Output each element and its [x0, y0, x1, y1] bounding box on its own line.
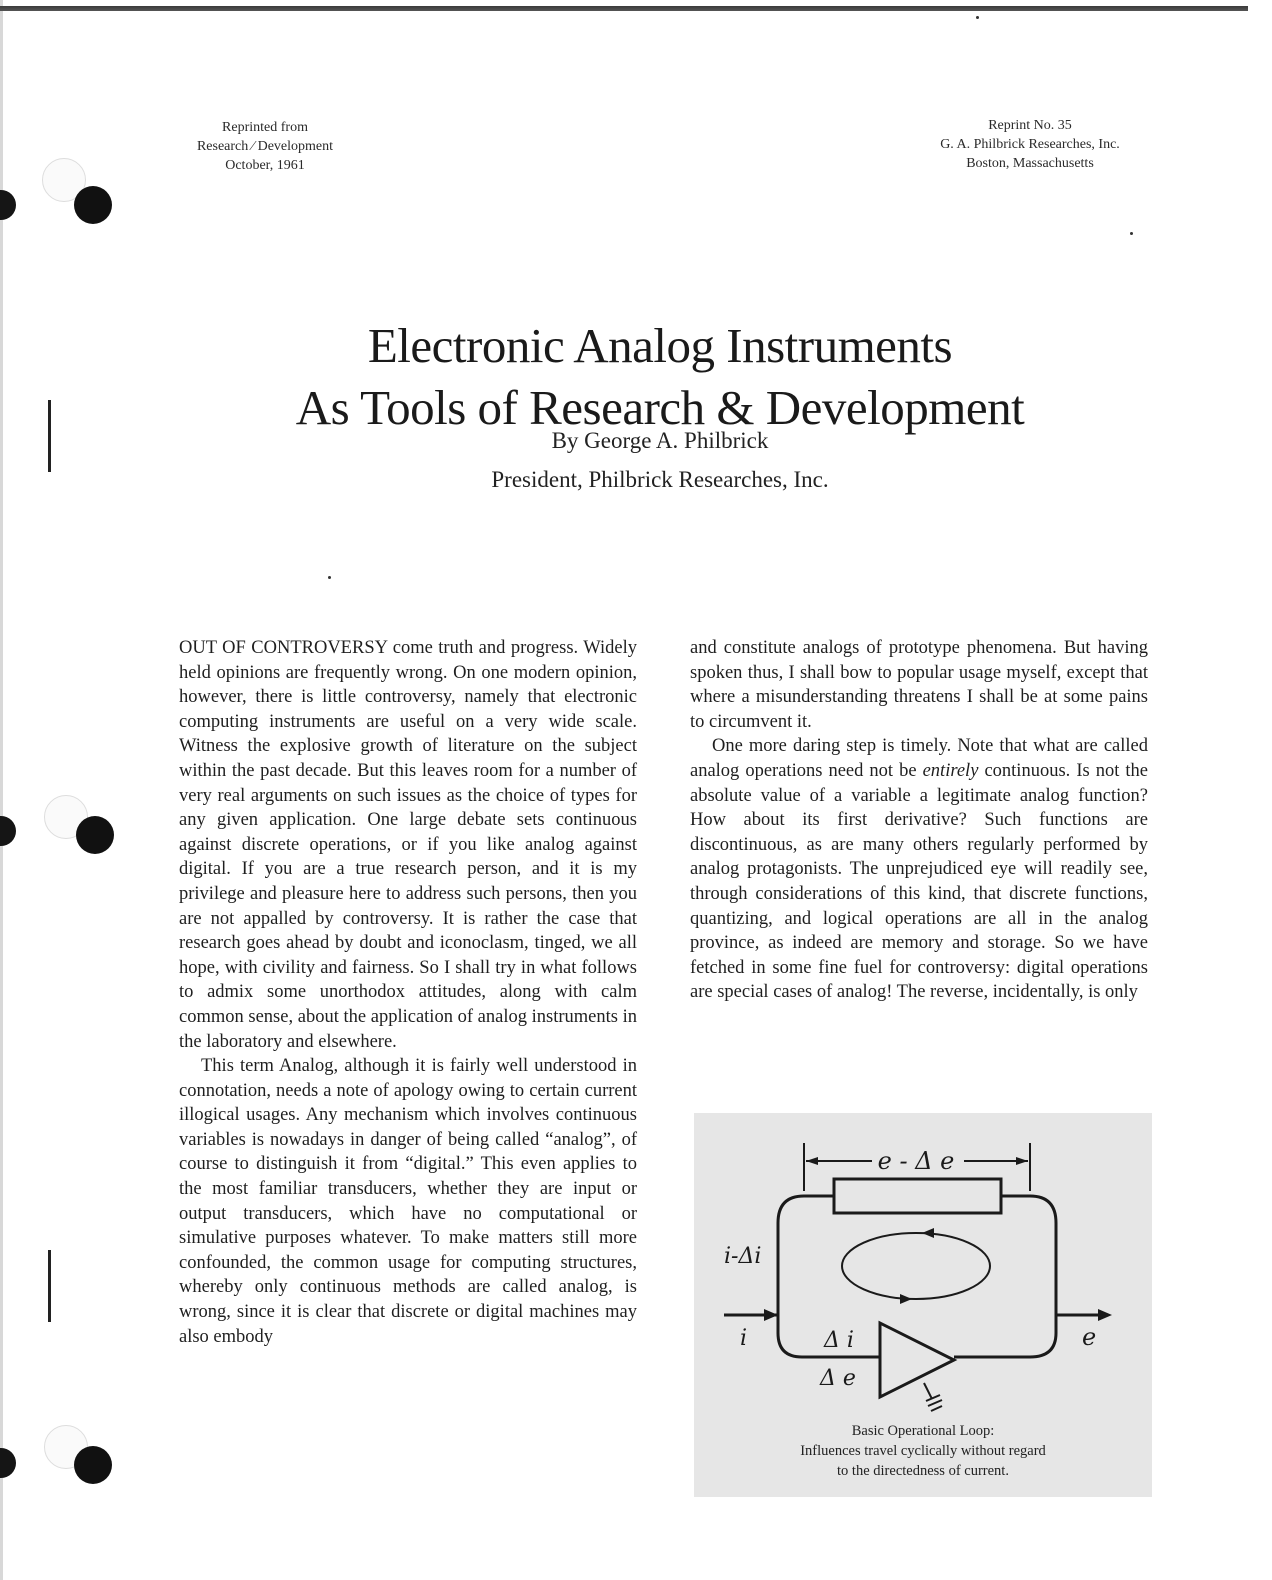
ground-lead	[924, 1383, 932, 1399]
punch-hole	[74, 1446, 112, 1484]
label-e: e	[1082, 1323, 1097, 1351]
reprint-source: Reprinted from Research ⁄ Development October, 1961	[196, 120, 334, 173]
punch-hole	[0, 190, 16, 220]
title-line-1: Electronic Analog Instruments	[367, 317, 953, 373]
operational-loop-figure	[694, 1113, 1152, 1497]
label-i: i	[740, 1326, 748, 1351]
amplifier	[880, 1323, 954, 1397]
page-edge	[0, 0, 3, 1580]
input-arrow	[764, 1309, 778, 1321]
label-i-minus-delta-i: i-Δi	[724, 1244, 762, 1269]
punch-hole	[0, 816, 16, 846]
body-column-right	[690, 636, 1148, 1005]
loop-wire	[954, 1196, 1056, 1357]
flow-arrow	[900, 1294, 912, 1304]
speck	[976, 16, 979, 19]
title-line-2: As Tools of Research & Development	[295, 379, 1025, 435]
output-arrow	[1098, 1309, 1112, 1321]
paragraph: This term Analog, although it is fairly well understood in connotation, needs a note of apology owing to certain current illogical usages. Any mechanism which involves continuous variables is nowadays in danger of being called “analog”, of course to distinguish it from “digital.” This even applies to the most familiar transducers, whether they are input or output transducers, which have no computational or simulative purposes whatever. To make matters still more confounded, the common usage for computing structures, whereby only continuous methods are called analog, is wrong, since it is clear that discrete or digital machines may also embody	[179, 1056, 637, 1347]
reprint-number: Reprint No. 35 G. A. Philbrick Researches, Inc. Boston, Massachusetts	[940, 118, 1120, 171]
resistor	[834, 1179, 1001, 1213]
punch-hole	[76, 816, 114, 854]
body-column-left	[179, 636, 637, 1349]
margin-mark	[48, 400, 51, 472]
paragraph: and constitute analogs of prototype phenomena. But having spoken thus, I shall bow to popular usage myself, except that where a misunderstanding threatens I shall be at some pains to circumvent it.	[690, 638, 1148, 732]
author-affiliation: President, Philbrick Researches, Inc.	[491, 467, 829, 492]
scan-border	[0, 6, 1248, 11]
ground-symbol	[926, 1395, 940, 1401]
label-delta-i: Δ i	[824, 1328, 854, 1353]
flow-loop	[842, 1233, 990, 1299]
flow-arrow	[922, 1228, 934, 1238]
dimension-arrow	[806, 1157, 818, 1165]
label-delta-e: Δ e	[820, 1366, 856, 1391]
dimension-arrow	[1016, 1157, 1028, 1165]
paragraph: OUT OF CONTROVERSY come truth and progress. Widely held opinions are frequently wrong. On one modern opinion, however, there is little controversy, namely that electronic computing instruments are useful on a very wide scale. Witness the explosive growth of literature on the subject within the past decade. But this leaves room for a number of very real arguments on such issues as the choice of types for any given application. One large debate sets continuous against discrete operations, or if you like analog against digital. If you are a true research person, and it is my privilege and pleasure here to address such persons, then you are not appalled by controversy. It is rather the case that research goes ahead by doubt and iconoclasm, tinged, we all hope, with civility and fairness. So I shall try in what follows to admix some unorthodox attitudes, along with calm common sense, about the application of analog instruments in the laboratory and elsewhere.	[179, 638, 637, 1052]
speck	[328, 576, 331, 579]
punch-hole	[0, 1448, 16, 1478]
punch-hole	[74, 186, 112, 224]
label-e-minus-delta-e: e - Δ e	[877, 1147, 955, 1175]
speck	[1130, 232, 1133, 235]
byline: By George A. Philbrick	[551, 428, 769, 453]
paragraph: One more daring step is timely. Note that what are called analog operations need not be entirely continuous. Is not the absolute value of a variable a legitimate analog function? How about its first derivative? Such functions are discontinuous, as are many others regularly performed by analog protagonists. The unprejudiced eye will readily see, through considerations of this kind, that discrete functions, quantizing, and logical operations are all in the analog province, as indeed are memory and storage. So we have fetched in some fine fuel for controversy: digital operations are special cases of analog! The reverse, incidentally, is only	[690, 736, 1148, 1003]
ground-symbol	[928, 1400, 942, 1406]
figure-caption: Basic Operational Loop: Influences travel cyclically without regard to the directedness of current.	[800, 1423, 1046, 1479]
margin-mark	[48, 1250, 51, 1322]
ground-symbol	[931, 1406, 942, 1411]
